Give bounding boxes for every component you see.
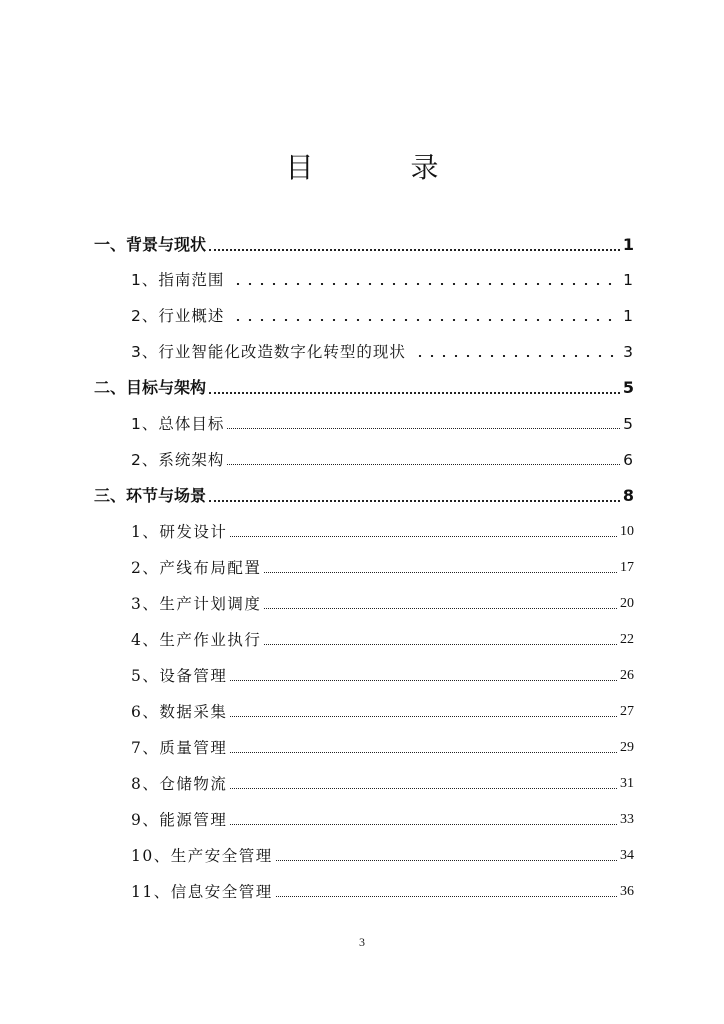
toc-entry[interactable] bbox=[94, 373, 634, 399]
toc-entry[interactable] bbox=[131, 301, 634, 327]
toc-entry-text: 一、背景与现状 bbox=[94, 235, 207, 254]
page-number: 3 bbox=[359, 935, 365, 949]
toc-leader-dots bbox=[264, 572, 617, 573]
toc-entry-page: 29 bbox=[620, 740, 634, 755]
toc-entry-text: 二、目标与架构 bbox=[94, 378, 207, 397]
toc-entry[interactable] bbox=[131, 661, 634, 687]
toc-leader-dots bbox=[230, 788, 617, 789]
toc-entry[interactable] bbox=[94, 481, 634, 507]
toc-entry-page: 34 bbox=[620, 848, 634, 863]
toc-leader-dots bbox=[230, 680, 617, 681]
toc-entry-page: 27 bbox=[620, 704, 634, 719]
toc-entry-text: 7、质量管理 bbox=[131, 739, 228, 757]
toc-entry-page: 8 bbox=[622, 486, 634, 505]
toc-leader-dots bbox=[227, 428, 620, 429]
toc-entry-text: 2、行业概述 bbox=[131, 307, 225, 325]
toc-leader-dots bbox=[232, 283, 617, 285]
toc-title: 目 录 bbox=[285, 151, 483, 184]
toc-entry-text: 2、系统架构 bbox=[131, 451, 225, 469]
toc-entry-text: 1、指南范围 bbox=[131, 271, 225, 289]
toc-entry[interactable] bbox=[131, 805, 634, 831]
toc-entry[interactable] bbox=[131, 589, 634, 615]
toc-entry[interactable] bbox=[131, 517, 634, 543]
toc-leader-dots bbox=[227, 464, 620, 465]
toc-entry-text: 5、设备管理 bbox=[131, 667, 228, 685]
toc-entry-text: 8、仓储物流 bbox=[131, 775, 228, 793]
toc-entry-text: 3、行业智能化改造数字化转型的现状 bbox=[131, 343, 406, 361]
toc-entry-page: 3 bbox=[623, 343, 634, 361]
toc-entry-page: 5 bbox=[622, 378, 634, 397]
toc-leader-dots bbox=[209, 392, 620, 394]
toc-entry[interactable] bbox=[131, 553, 634, 579]
toc-entry[interactable] bbox=[131, 625, 634, 651]
toc-leader-dots bbox=[276, 896, 617, 897]
toc-entry[interactable] bbox=[131, 769, 634, 795]
toc-entry-text: 11、信息安全管理 bbox=[131, 883, 273, 901]
toc-entry-page: 10 bbox=[620, 524, 634, 539]
toc-entry-text: 三、环节与场景 bbox=[94, 486, 207, 505]
toc-entry[interactable] bbox=[131, 337, 634, 363]
toc-entry-page: 1 bbox=[623, 271, 634, 289]
toc-entry[interactable] bbox=[131, 733, 634, 759]
toc-leader-dots bbox=[209, 500, 620, 502]
toc-entry-page: 17 bbox=[620, 560, 634, 575]
toc-entry-text: 2、产线布局配置 bbox=[131, 559, 262, 577]
toc-entry[interactable] bbox=[131, 265, 634, 291]
toc-entry[interactable] bbox=[131, 697, 634, 723]
toc-leader-dots bbox=[230, 824, 617, 825]
toc-entry-page: 33 bbox=[620, 812, 634, 827]
toc-leader-dots bbox=[414, 355, 617, 357]
toc-leader-dots bbox=[264, 608, 617, 609]
toc-entry-page: 26 bbox=[620, 668, 634, 683]
toc-entry-page: 20 bbox=[620, 596, 634, 611]
toc-entry-page: 1 bbox=[622, 235, 634, 254]
toc-entry-page: 36 bbox=[620, 884, 634, 899]
toc-leader-dots bbox=[230, 716, 617, 717]
toc-entry-text: 4、生产作业执行 bbox=[131, 631, 262, 649]
toc-entry-text: 1、研发设计 bbox=[131, 523, 228, 541]
toc-leader-dots bbox=[230, 536, 617, 537]
toc-entry[interactable] bbox=[131, 841, 634, 867]
toc-entry-page: 6 bbox=[623, 451, 634, 469]
toc-leader-dots bbox=[230, 752, 617, 753]
toc-entry[interactable] bbox=[94, 230, 634, 256]
toc-entry-text: 9、能源管理 bbox=[131, 811, 228, 829]
toc-entry-text: 10、生产安全管理 bbox=[131, 847, 273, 865]
toc-entry-page: 5 bbox=[623, 415, 634, 433]
toc-entry[interactable] bbox=[131, 877, 634, 903]
toc-entry[interactable] bbox=[131, 445, 634, 471]
toc-leader-dots bbox=[209, 249, 620, 251]
toc-entry-page: 31 bbox=[620, 776, 634, 791]
toc-leader-dots bbox=[276, 860, 617, 861]
toc-entry-text: 6、数据采集 bbox=[131, 703, 228, 721]
toc-leader-dots bbox=[232, 319, 617, 321]
toc-entry-text: 3、生产计划调度 bbox=[131, 595, 262, 613]
toc-entry[interactable] bbox=[131, 409, 634, 435]
toc-entry-text: 1、总体目标 bbox=[131, 415, 225, 433]
toc-entry-page: 22 bbox=[620, 632, 634, 647]
toc-leader-dots bbox=[264, 644, 617, 645]
toc-entry-page: 1 bbox=[623, 307, 634, 325]
